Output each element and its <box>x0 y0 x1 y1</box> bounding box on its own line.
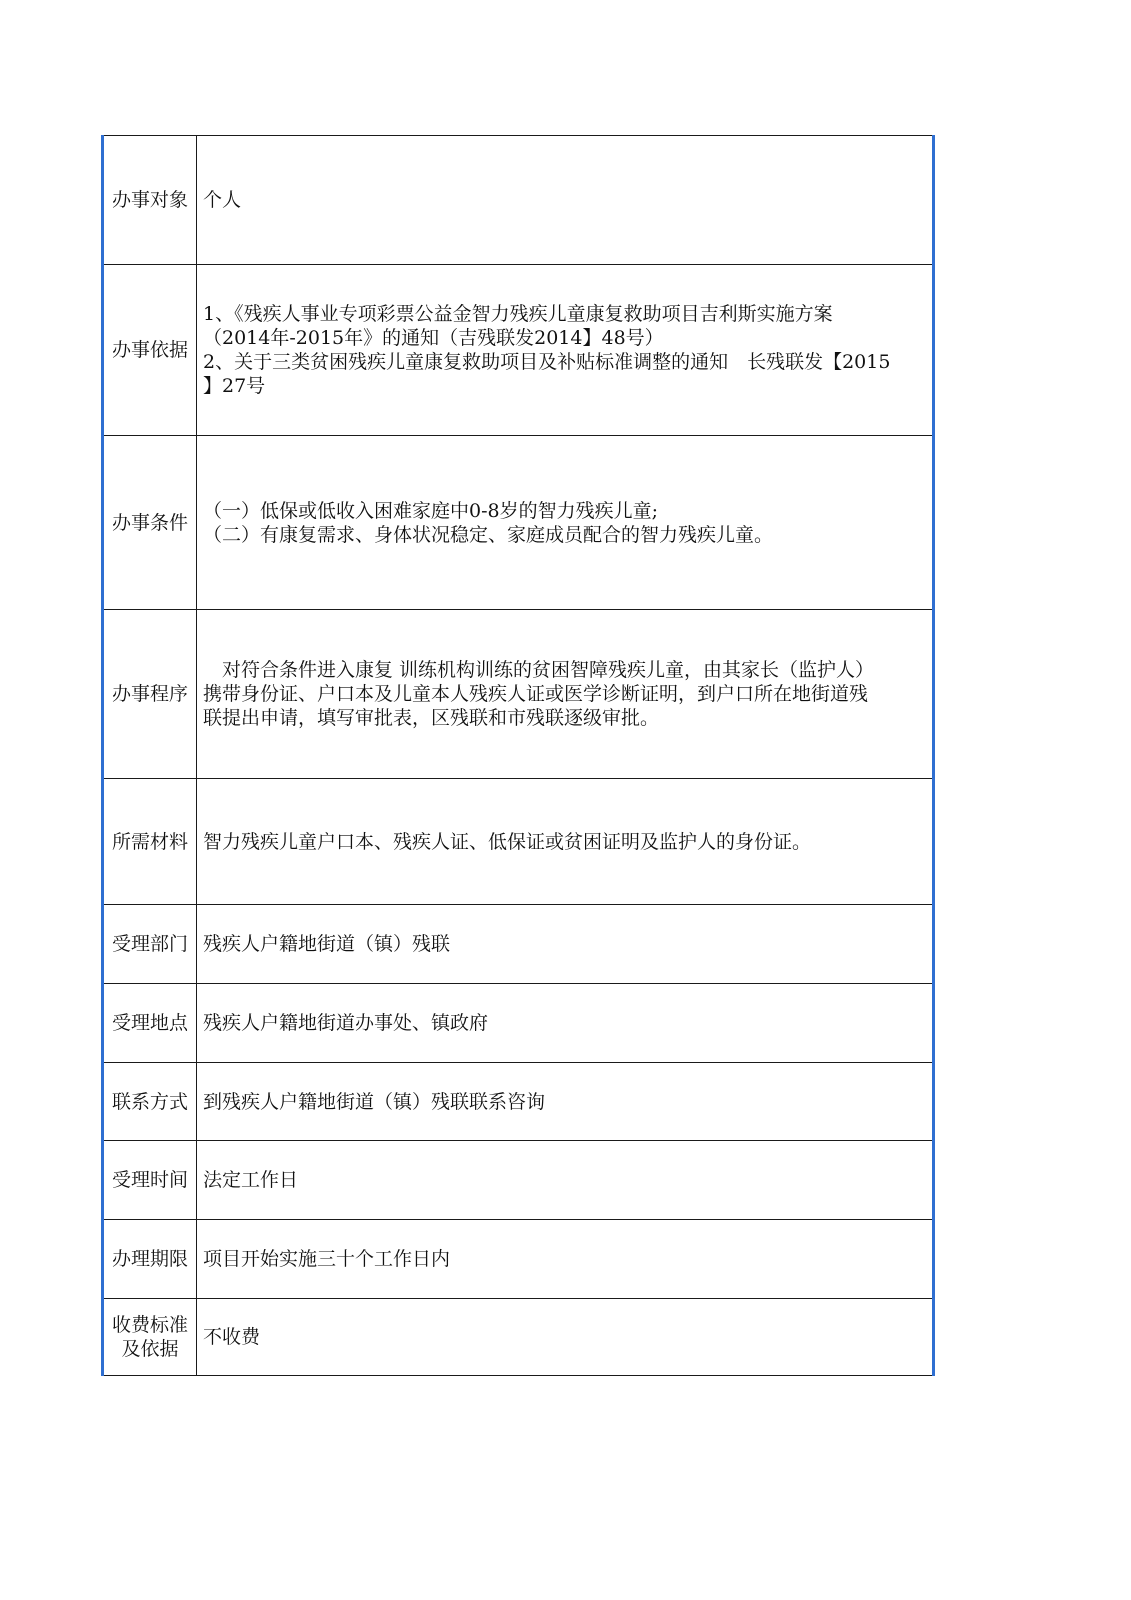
row-value: 对符合条件进入康复 训练机构训练的贫困智障残疾儿童，由其家长（监护人） 携带身份证、户口本及儿童本人残疾人证或医学诊断证明，到户口所在地街道残 联提出申请，填写审批表，区残联和市残联逐级审批。 <box>197 610 934 779</box>
table-body <box>103 136 934 1376</box>
row-label: 收费标准 及依据 <box>103 1299 197 1376</box>
row-value: 1、《残疾人事业专项彩票公益金智力残疾儿童康复救助项目吉利斯实施方案 （2014年-2015年》的通知（吉残联发2014】48号） 2、关于三类贫困残疾儿童康复救助项目及补贴标准调整的通知 长残联发【2015 】27号 <box>197 265 934 436</box>
table-row <box>103 905 934 984</box>
table-row <box>103 136 934 265</box>
table-row <box>103 610 934 779</box>
row-label: 办事程序 <box>103 610 197 779</box>
row-value: 智力残疾儿童户口本、残疾人证、低保证或贫困证明及监护人的身份证。 <box>197 779 934 905</box>
table-row <box>103 1141 934 1220</box>
row-value: 法定工作日 <box>197 1141 934 1220</box>
row-label: 受理时间 <box>103 1141 197 1220</box>
row-label: 办事对象 <box>103 136 197 265</box>
row-label: 所需材料 <box>103 779 197 905</box>
row-label: 办事依据 <box>103 265 197 436</box>
row-value: 不收费 <box>197 1299 934 1376</box>
row-value: （一）低保或低收入困难家庭中0-8岁的智力残疾儿童; （二）有康复需求、身体状况稳定、家庭成员配合的智力残疾儿童。 <box>197 436 934 610</box>
table-row <box>103 265 934 436</box>
table-row <box>103 1063 934 1141</box>
service-guide-table <box>101 135 935 1376</box>
table-row <box>103 1220 934 1299</box>
row-label: 受理地点 <box>103 984 197 1063</box>
table-row <box>103 1299 934 1376</box>
table-row <box>103 436 934 610</box>
row-label: 办理期限 <box>103 1220 197 1299</box>
row-value: 个人 <box>197 136 934 265</box>
row-label: 受理部门 <box>103 905 197 984</box>
row-label: 办事条件 <box>103 436 197 610</box>
row-value: 残疾人户籍地街道（镇）残联 <box>197 905 934 984</box>
row-label: 联系方式 <box>103 1063 197 1141</box>
table-row <box>103 779 934 905</box>
row-value: 项目开始实施三十个工作日内 <box>197 1220 934 1299</box>
table-row <box>103 984 934 1063</box>
row-value: 到残疾人户籍地街道（镇）残联联系咨询 <box>197 1063 934 1141</box>
row-value: 残疾人户籍地街道办事处、镇政府 <box>197 984 934 1063</box>
